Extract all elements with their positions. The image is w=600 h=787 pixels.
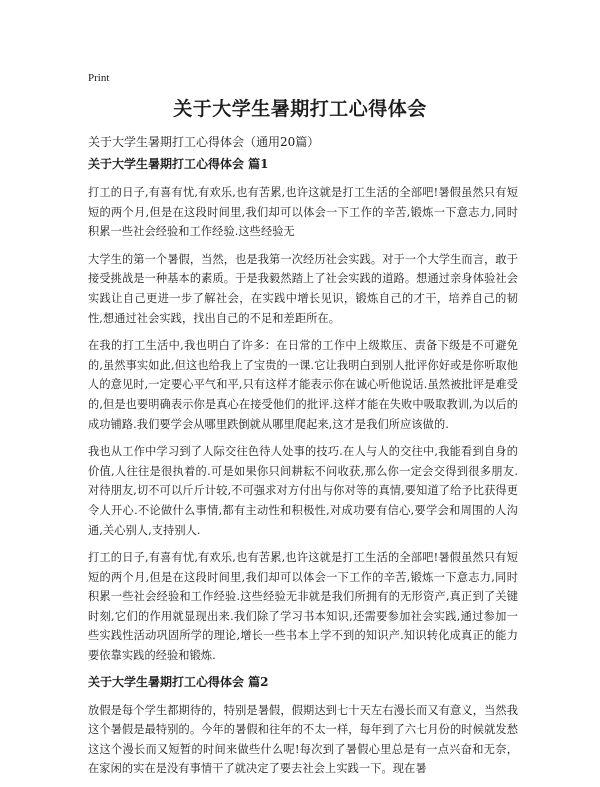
document-subtitle: 关于大学生暑期打工心得体会（通用20篇） (88, 135, 320, 149)
paragraph: 放假是每个学生都期待的，特别是暑假，假期达到七十天左右漫长而又有意义，当然我这个暑假是最特别的。今年的暑假和往年的不太一样，每年到了六七月份的时候就发愁这这个漫长而又短暂的时间来做些什么呢!每次到了暑假心里总是有一点兴奋和无奈，在家闲的实在是没有事情干了就决定了要去社会上实践一下。现在暑 (88, 703, 518, 776)
article-body (88, 156, 518, 787)
section-heading: 关于大学生暑期打工心得体会 篇2 (88, 674, 269, 689)
paragraph: 我也从工作中学习到了人际交往色待人处事的技巧.在人与人的交往中,我能看到自身的价值,人往往是很执着的.可是如果你只间耕耘不问收获,那么你一定会交得到很多朋友.对待朋友,切不可以斤斤计较,不可强求对方付出与你对等的真情,要知道了给予比获得更令人开心.不论做什么事情,都有主动性和积极性,对成功要有信心,要学会和周围的人沟通,关心别人,支持别人. (88, 445, 518, 537)
paragraph: 在我的打工生活中,我也明白了许多：在日常的工作中上级欺压、责备下级是不可避免的,虽然事实如此,但这也给我上了宝贵的一课.它让我明白到别人批评你好或是你听取他人的意见时,一定要心平气和平,只有这样才能表示你在诚心听他说话.虽然被批评是难受的,但是也要明确表示你是真心在接受他们的批评.这样才能在失败中吸取教训,为以后的成功铺路.我们要学会从哪里跌倒就从哪里爬起来,这才是我们所应该做的. (88, 339, 518, 431)
section-heading: 关于大学生暑期打工心得体会 篇1 (88, 157, 269, 171)
paragraph: 大学生的第一个暑假，当然，也是我第一次经历社会实践。对于一个大学生而言，敢于接受挑战是一种基本的素质。于是我毅然踏上了社会实践的道路。想通过亲身体验社会实践让自己更进一步了解社会，在实践中增长见识，锻炼自己的才干，培养自己的韧性,想通过社会实践，找出自己的不足和差距所在。 (88, 252, 518, 325)
paragraph: 打工的日子,有喜有忧,有欢乐,也有苦累,也许这就是打工生活的全部吧!暑假虽然只有短短的两个月,但是在这段时间里,我们却可以体会一下工作的辛苦,锻炼一下意志力,同时积累一些社会经验和工作经验.这些经验无非就是我们所拥有的无形资产,真正到了关键时刻,它们的作用就显现出来.我们除了学习书本知识,还需要参加社会实践,通过参加一些实践性活动巩固所学的理论,增长一些书本上学不到的知识产.知识转化成真正的能力要依靠实践的经验和锻炼. (88, 551, 518, 663)
paragraph: 打工的日子,有喜有忧,有欢乐,也有苦累,也许这就是打工生活的全部吧!暑假虽然只有短短的两个月,但是在这段时间里,我们却可以体会一下工作的辛苦,锻炼一下意志力,同时积累一些社会经验和工作经验.这些经验无 (88, 186, 518, 239)
print-link[interactable]: Print (88, 72, 110, 84)
page-title: 关于大学生暑期打工心得体会 (173, 98, 427, 120)
